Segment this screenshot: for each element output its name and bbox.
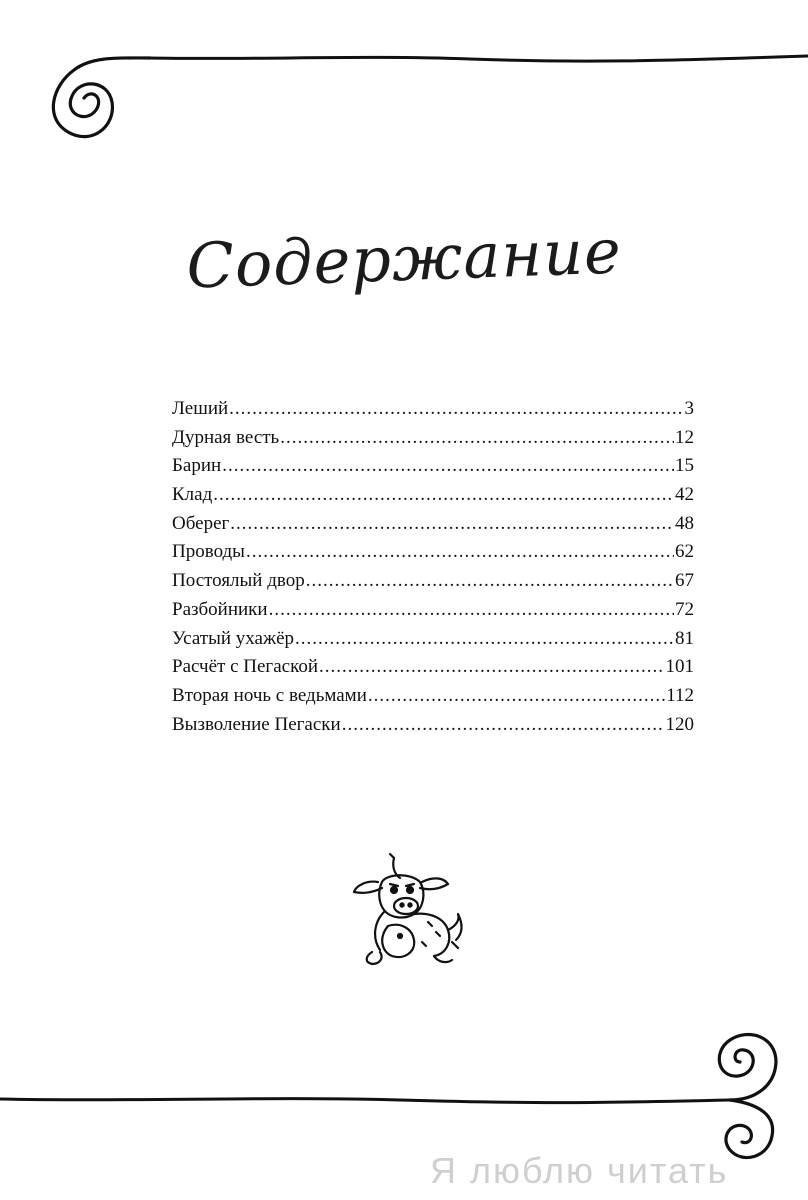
toc-entry (172, 452, 694, 481)
site-watermark: Я люблю читать (430, 1150, 729, 1191)
toc-entry (172, 653, 694, 682)
toc-leader-dots (229, 395, 683, 424)
toc-entry-page: 62 (675, 541, 694, 563)
toc-leader-dots (342, 711, 665, 740)
bottom-border-line (0, 1099, 730, 1103)
toc-entry (172, 424, 694, 453)
table-of-contents (172, 395, 694, 739)
toc-entry (172, 481, 694, 510)
toc-entry-title: Оберег (172, 512, 230, 534)
toc-entry-title: Леший (172, 398, 229, 419)
toc-entry-page: 15 (675, 455, 694, 477)
goat-illustration (348, 852, 472, 968)
spiral-icon (719, 1035, 776, 1158)
toc-entry-page: 120 (665, 713, 694, 735)
toc-entry-title: Вторая ночь с ведьмами (172, 684, 367, 706)
toc-entry-page: 12 (675, 426, 694, 448)
toc-entry-page: 112 (666, 684, 694, 706)
toc-entry-page: 42 (675, 484, 694, 506)
toc-entry-page: 3 (684, 398, 694, 419)
toc-entry (172, 567, 694, 596)
toc-entry-title: Вызволение Пегаски (172, 713, 341, 735)
toc-leader-dots (213, 481, 674, 510)
toc-leader-dots (246, 538, 674, 567)
toc-entry (172, 510, 694, 539)
toc-entry-title: Клад (172, 484, 213, 506)
toc-entry (172, 711, 694, 740)
toc-entry-title: Расчёт с Пегаской (172, 656, 319, 678)
toc-entry-page: 72 (675, 598, 694, 620)
toc-leader-dots (269, 596, 674, 625)
toc-entry-title: Разбойники (172, 598, 268, 620)
toc-entry-page: 67 (675, 570, 694, 592)
toc-leader-dots (319, 653, 664, 682)
top-border-line (150, 56, 808, 61)
spiral-icon (53, 58, 150, 137)
toc-entry-title: Дурная весть (172, 426, 280, 448)
toc-leader-dots (295, 625, 674, 654)
toc-entry (172, 538, 694, 567)
toc-entry-page: 48 (675, 512, 694, 534)
toc-entry-title: Барин (172, 455, 222, 477)
toc-leader-dots (306, 567, 674, 596)
toc-leader-dots (222, 452, 674, 481)
toc-entry-title: Проводы (172, 541, 245, 563)
toc-entry (172, 625, 694, 654)
toc-entry-title: Постоялый двор (172, 570, 305, 592)
page-title: Содержание (185, 214, 623, 303)
toc-leader-dots (230, 510, 674, 539)
toc-leader-dots (280, 424, 674, 453)
toc-entry (172, 395, 694, 424)
toc-entry-page: 81 (675, 627, 694, 649)
toc-entry (172, 682, 694, 711)
toc-entry-page: 101 (665, 656, 694, 678)
toc-leader-dots (368, 682, 665, 711)
toc-entry-title: Усатый ухажёр (172, 627, 295, 649)
toc-entry (172, 596, 694, 625)
